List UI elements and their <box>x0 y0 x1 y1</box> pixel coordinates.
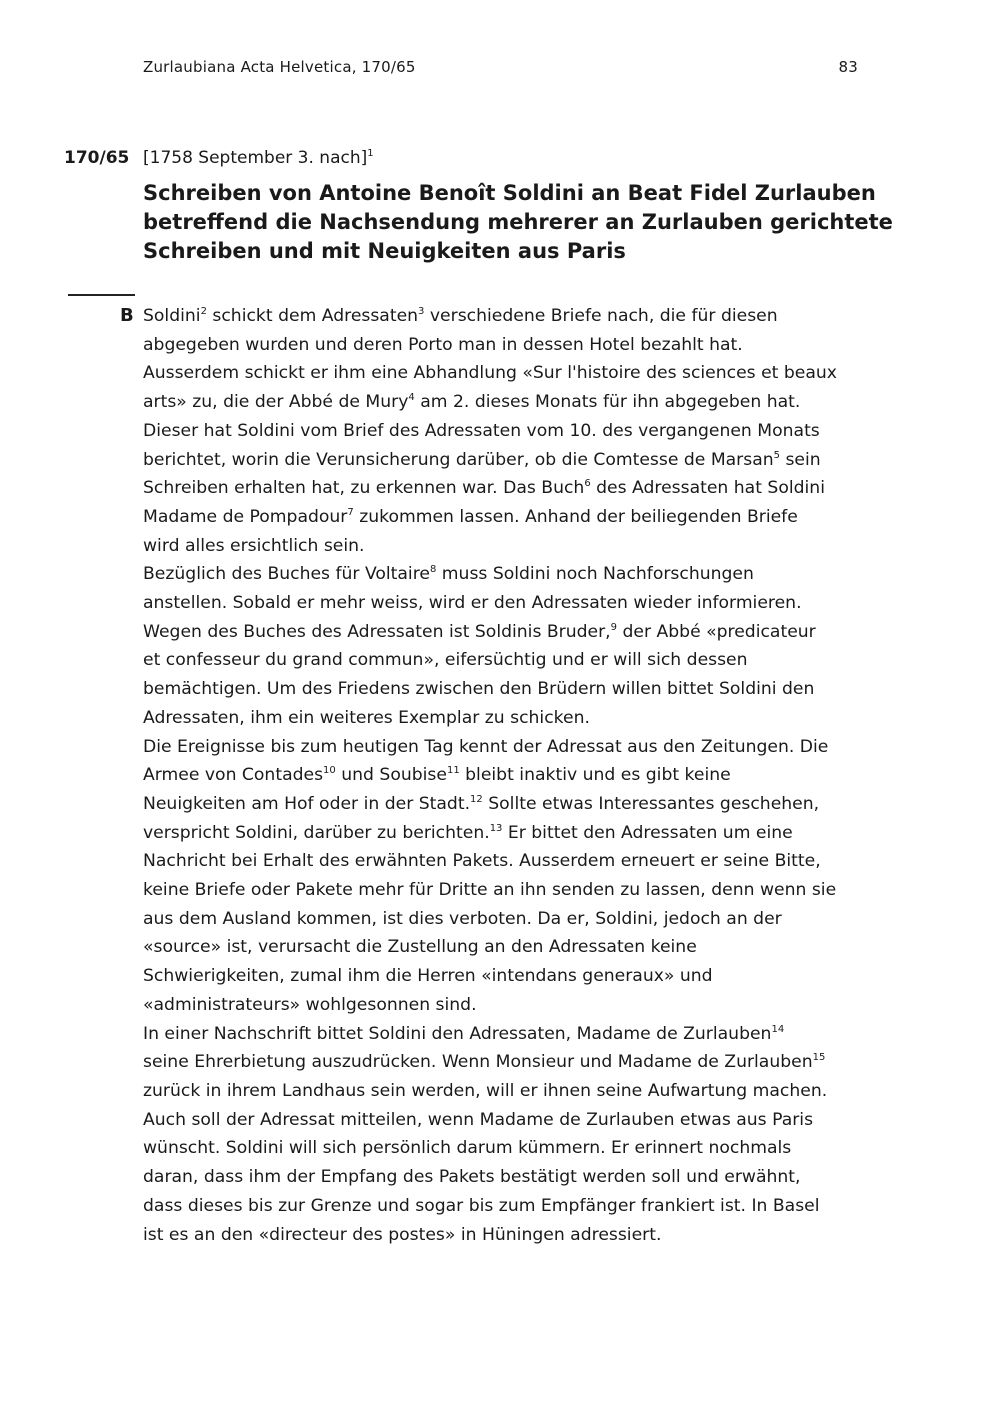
body-text-run: zurück in ihrem Landhaus sein werden, will er ihnen seine Aufwartung machen. <box>143 1080 828 1101</box>
footnote-ref: 3 <box>418 306 425 317</box>
body-line <box>143 1106 873 1135</box>
body-text-run: In einer Nachschrift bittet Soldini den Adressaten, Madame de Zurlauben <box>143 1023 772 1044</box>
body-line <box>143 1134 873 1163</box>
body-text-run: «source» ist, verursacht die Zustellung an den Adressaten keine <box>143 937 697 958</box>
entry-date-text: [1758 September 3. nach] <box>143 148 368 168</box>
running-title: Zurlaubiana Acta Helvetica, 170/65 <box>143 58 416 76</box>
body-text-run: Madame de Pompadour <box>143 506 348 527</box>
body-text-run: ist es an den «directeur des postes» in Hüningen adressiert. <box>143 1224 662 1245</box>
body-line <box>143 503 873 532</box>
body-line <box>143 933 873 962</box>
body-text-run: wünscht. Soldini will sich persönlich darum kümmern. Er erinnert nochmals <box>143 1138 792 1159</box>
body-text-run: der Abbé «predicateur <box>617 621 816 642</box>
body-text-run: Adressaten, ihm ein weiteres Exemplar zu schicken. <box>143 707 590 728</box>
body-text-run: Schreiben erhalten hat, zu erkennen war. Das Buch <box>143 478 585 499</box>
body-text-run: verschiedene Briefe nach, die für diesen <box>424 306 778 326</box>
body-text-run: «administrateurs» wohlgesonnen sind. <box>143 994 477 1015</box>
body-text-run: keine Briefe oder Pakete mehr für Dritte an ihn senden zu lassen, denn wenn sie <box>143 880 837 901</box>
footnote-ref: 1 <box>367 148 374 159</box>
entry-title-line: Schreiben von Antoine Benoît Soldini an Beat Fidel Zurlauben <box>143 181 876 205</box>
body-text-run: und Soubise <box>335 765 447 786</box>
body-text-run: Dieser hat Soldini vom Brief des Adressaten vom 10. des vergangenen Monats <box>143 420 820 441</box>
body-text-run: verspricht Soldini, darüber zu berichten. <box>143 822 490 843</box>
body-line <box>143 1048 873 1077</box>
footnote-ref: 15 <box>812 1052 826 1064</box>
entry-title <box>143 179 893 266</box>
body-line <box>143 618 873 647</box>
page-number: 83 <box>838 58 858 76</box>
footnote-ref: 4 <box>408 392 415 404</box>
body-text-run: Sollte etwas Interessantes geschehen, <box>482 793 820 814</box>
footnote-ref: 14 <box>771 1023 785 1035</box>
body-text-run: Neuigkeiten am Hof oder in der Stadt. <box>143 793 471 814</box>
body-line <box>143 331 873 360</box>
body-line <box>143 733 873 762</box>
body-text-run: schickt dem Adressaten <box>206 306 419 326</box>
body-text-run: anstellen. Sobald er mehr weiss, wird er den Adressaten wieder informieren. <box>143 593 802 614</box>
body-text-run: Er bittet den Adressaten um eine <box>502 822 793 843</box>
body-text-run: berichtet, worin die Verunsicherung darüber, ob die Comtesse de Marsan <box>143 449 774 470</box>
entry-number: 170/65 <box>64 148 130 168</box>
body-text-run: Soldini <box>143 306 201 326</box>
body-text-run: des Adressaten hat Soldini <box>590 478 825 499</box>
body-line <box>143 847 873 876</box>
body-text-run: Auch soll der Adressat mitteilen, wenn Madame de Zurlauben etwas aus Paris <box>143 1109 814 1130</box>
body-text-run: et confesseur du grand commun», eifersüchtig und er will sich dessen <box>143 650 748 671</box>
regest-body <box>143 302 873 1249</box>
body-line <box>143 532 873 561</box>
body-text-run: abgegeben wurden und deren Porto man in dessen Hotel bezahlt hat. <box>143 334 743 355</box>
body-line <box>143 1221 873 1250</box>
body-text-run: bemächtigen. Um des Friedens zwischen den Brüdern willen bittet Soldini den <box>143 679 815 700</box>
body-line <box>143 302 873 331</box>
entry-title-line: Schreiben und mit Neuigkeiten aus Paris <box>143 239 626 263</box>
body-line <box>143 905 873 934</box>
body-text-run: Nachricht bei Erhalt des erwähnten Pakets. Ausserdem erneuert er seine Bitte, <box>143 851 821 872</box>
body-line <box>143 675 873 704</box>
footnote-ref: 8 <box>429 564 437 576</box>
body-text-run: wird alles ersichtlich sein. <box>143 535 365 556</box>
body-line <box>143 417 873 446</box>
body-line <box>143 819 873 848</box>
section-divider <box>68 294 135 296</box>
body-line <box>143 1192 873 1221</box>
body-text-run: Armee von Contades <box>143 765 324 786</box>
body-line <box>143 1077 873 1106</box>
footnote-ref: 2 <box>200 306 207 317</box>
footnote-ref: 9 <box>610 621 618 633</box>
body-text-run: bleibt inaktiv und es gibt keine <box>459 765 731 786</box>
body-line <box>143 991 873 1020</box>
body-text-run: muss Soldini noch Nachforschungen <box>436 564 754 585</box>
body-text-run: am 2. dieses Monats für ihn abgegeben hat. <box>414 392 801 413</box>
body-text-run: Die Ereignisse bis zum heutigen Tag kennt der Adressat aus den Zeitungen. Die <box>143 736 829 757</box>
body-line <box>143 560 873 589</box>
body-text-run: Bezüglich des Buches für Voltaire <box>143 564 430 585</box>
body-text-run: dass dieses bis zur Grenze und sogar bis zum Empfänger frankiert ist. In Basel <box>143 1195 820 1216</box>
entry-title-line: betreffend die Nachsendung mehrerer an Zurlauben gerichtete <box>143 210 893 234</box>
body-text-run: aus dem Ausland kommen, ist dies verboten. Da er, Soldini, jedoch an der <box>143 908 782 929</box>
body-line <box>143 1020 873 1049</box>
body-line <box>143 589 873 618</box>
footnote-ref: 13 <box>489 822 503 834</box>
body-text-run: Ausserdem schickt er ihm eine Abhandlung «Sur l'histoire des sciences et beaux <box>143 363 837 384</box>
body-line <box>143 446 873 475</box>
footnote-ref: 5 <box>773 449 781 461</box>
body-line <box>143 474 873 503</box>
body-text-run: sein <box>780 449 821 470</box>
body-text-run: Wegen des Buches des Adressaten ist Soldinis Bruder, <box>143 621 611 642</box>
body-line <box>143 704 873 733</box>
body-text-run: Schwierigkeiten, zumal ihm die Herren «intendans generaux» und <box>143 966 713 987</box>
footnote-ref: 7 <box>347 506 354 518</box>
body-line <box>143 388 873 417</box>
body-line <box>143 876 873 905</box>
entry-date <box>143 148 374 168</box>
body-line <box>143 761 873 790</box>
body-line <box>143 790 873 819</box>
section-marker: B <box>120 305 134 326</box>
footnote-ref: 10 <box>323 765 336 777</box>
body-text-run: seine Ehrerbietung auszudrücken. Wenn Monsieur und Madame de Zurlauben <box>143 1052 813 1073</box>
body-line <box>143 646 873 675</box>
body-line <box>143 1163 873 1192</box>
body-line <box>143 359 873 388</box>
body-line <box>143 962 873 991</box>
body-text-run: arts» zu, die der Abbé de Mury <box>143 392 409 413</box>
footnote-ref: 12 <box>470 793 483 805</box>
body-text-run: daran, dass ihm der Empfang des Pakets bestätigt werden soll und erwähnt, <box>143 1167 801 1188</box>
body-text-run: zukommen lassen. Anhand der beiliegenden Briefe <box>353 506 798 527</box>
footnote-ref: 11 <box>446 765 460 777</box>
footnote-ref: 6 <box>584 478 591 490</box>
